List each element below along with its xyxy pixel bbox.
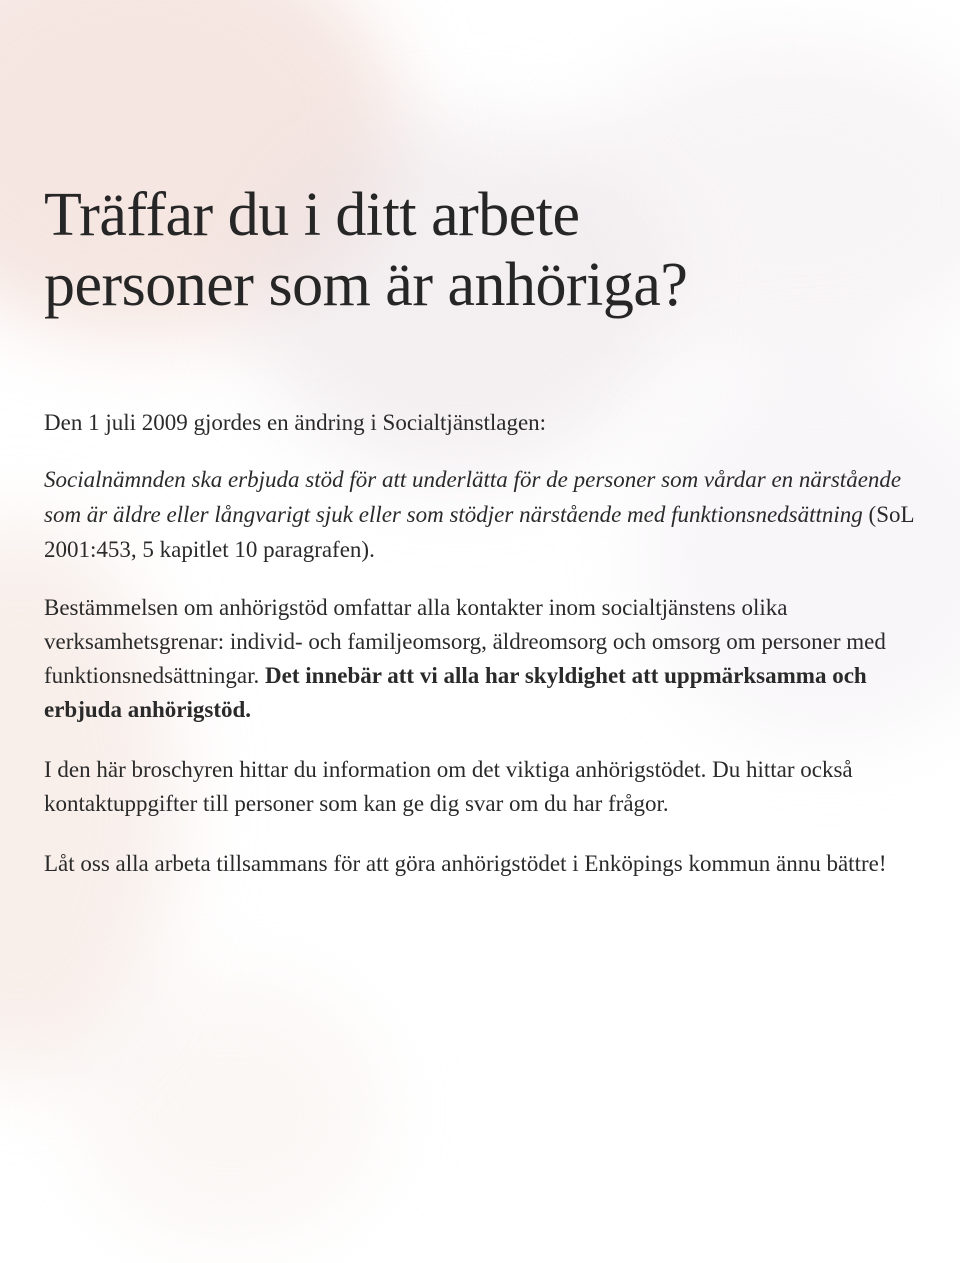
intro-paragraph: Den 1 juli 2009 gjordes en ändring i Socialtjänstlagen: xyxy=(44,410,547,435)
law-quote-text: Socialnämnden ska erbjuda stöd för att underlätta för de personer som vårdar en närstående som är äldre eller långvarigt sjuk eller som stödjer närstående med funktionsnedsättning xyxy=(44,467,902,527)
background-glow xyxy=(80,980,380,1240)
bestammelsen-paragraph xyxy=(44,591,914,727)
bestammelsen-text: Bestämmelsen om anhörigstöd omfattar alla kontakter inom socialtjänstens olika verksamhetsgrenar: individ- och familjeomsorg, äldreomsorg och omsorg om personer med funktionsnedsättningar. xyxy=(44,595,886,688)
bestammelsen-bold-text: Det innebär att vi alla har skyldighet att uppmärksamma och erbjuda anhörigstöd. xyxy=(44,663,867,722)
page-content xyxy=(44,180,914,881)
closing-paragraph: Låt oss alla arbeta tillsammans för att göra anhörigstödet i Enköpings kommun ännu bättre! xyxy=(44,851,887,876)
page-title-line-2: personer som är anhöriga? xyxy=(44,251,688,319)
page-title-line-1: Träffar du i ditt arbete xyxy=(44,181,580,249)
broschyr-paragraph: I den här broschyren hittar du information om det viktiga anhörigstödet. Du hittar också kontaktuppgifter till personer som kan ge dig svar om du har frågor. xyxy=(44,757,853,816)
law-reference: (SoL 2001:453, 5 kapitlet 10 paragrafen). xyxy=(44,502,914,562)
page-title xyxy=(44,180,914,320)
law-quote-paragraph xyxy=(44,462,914,567)
